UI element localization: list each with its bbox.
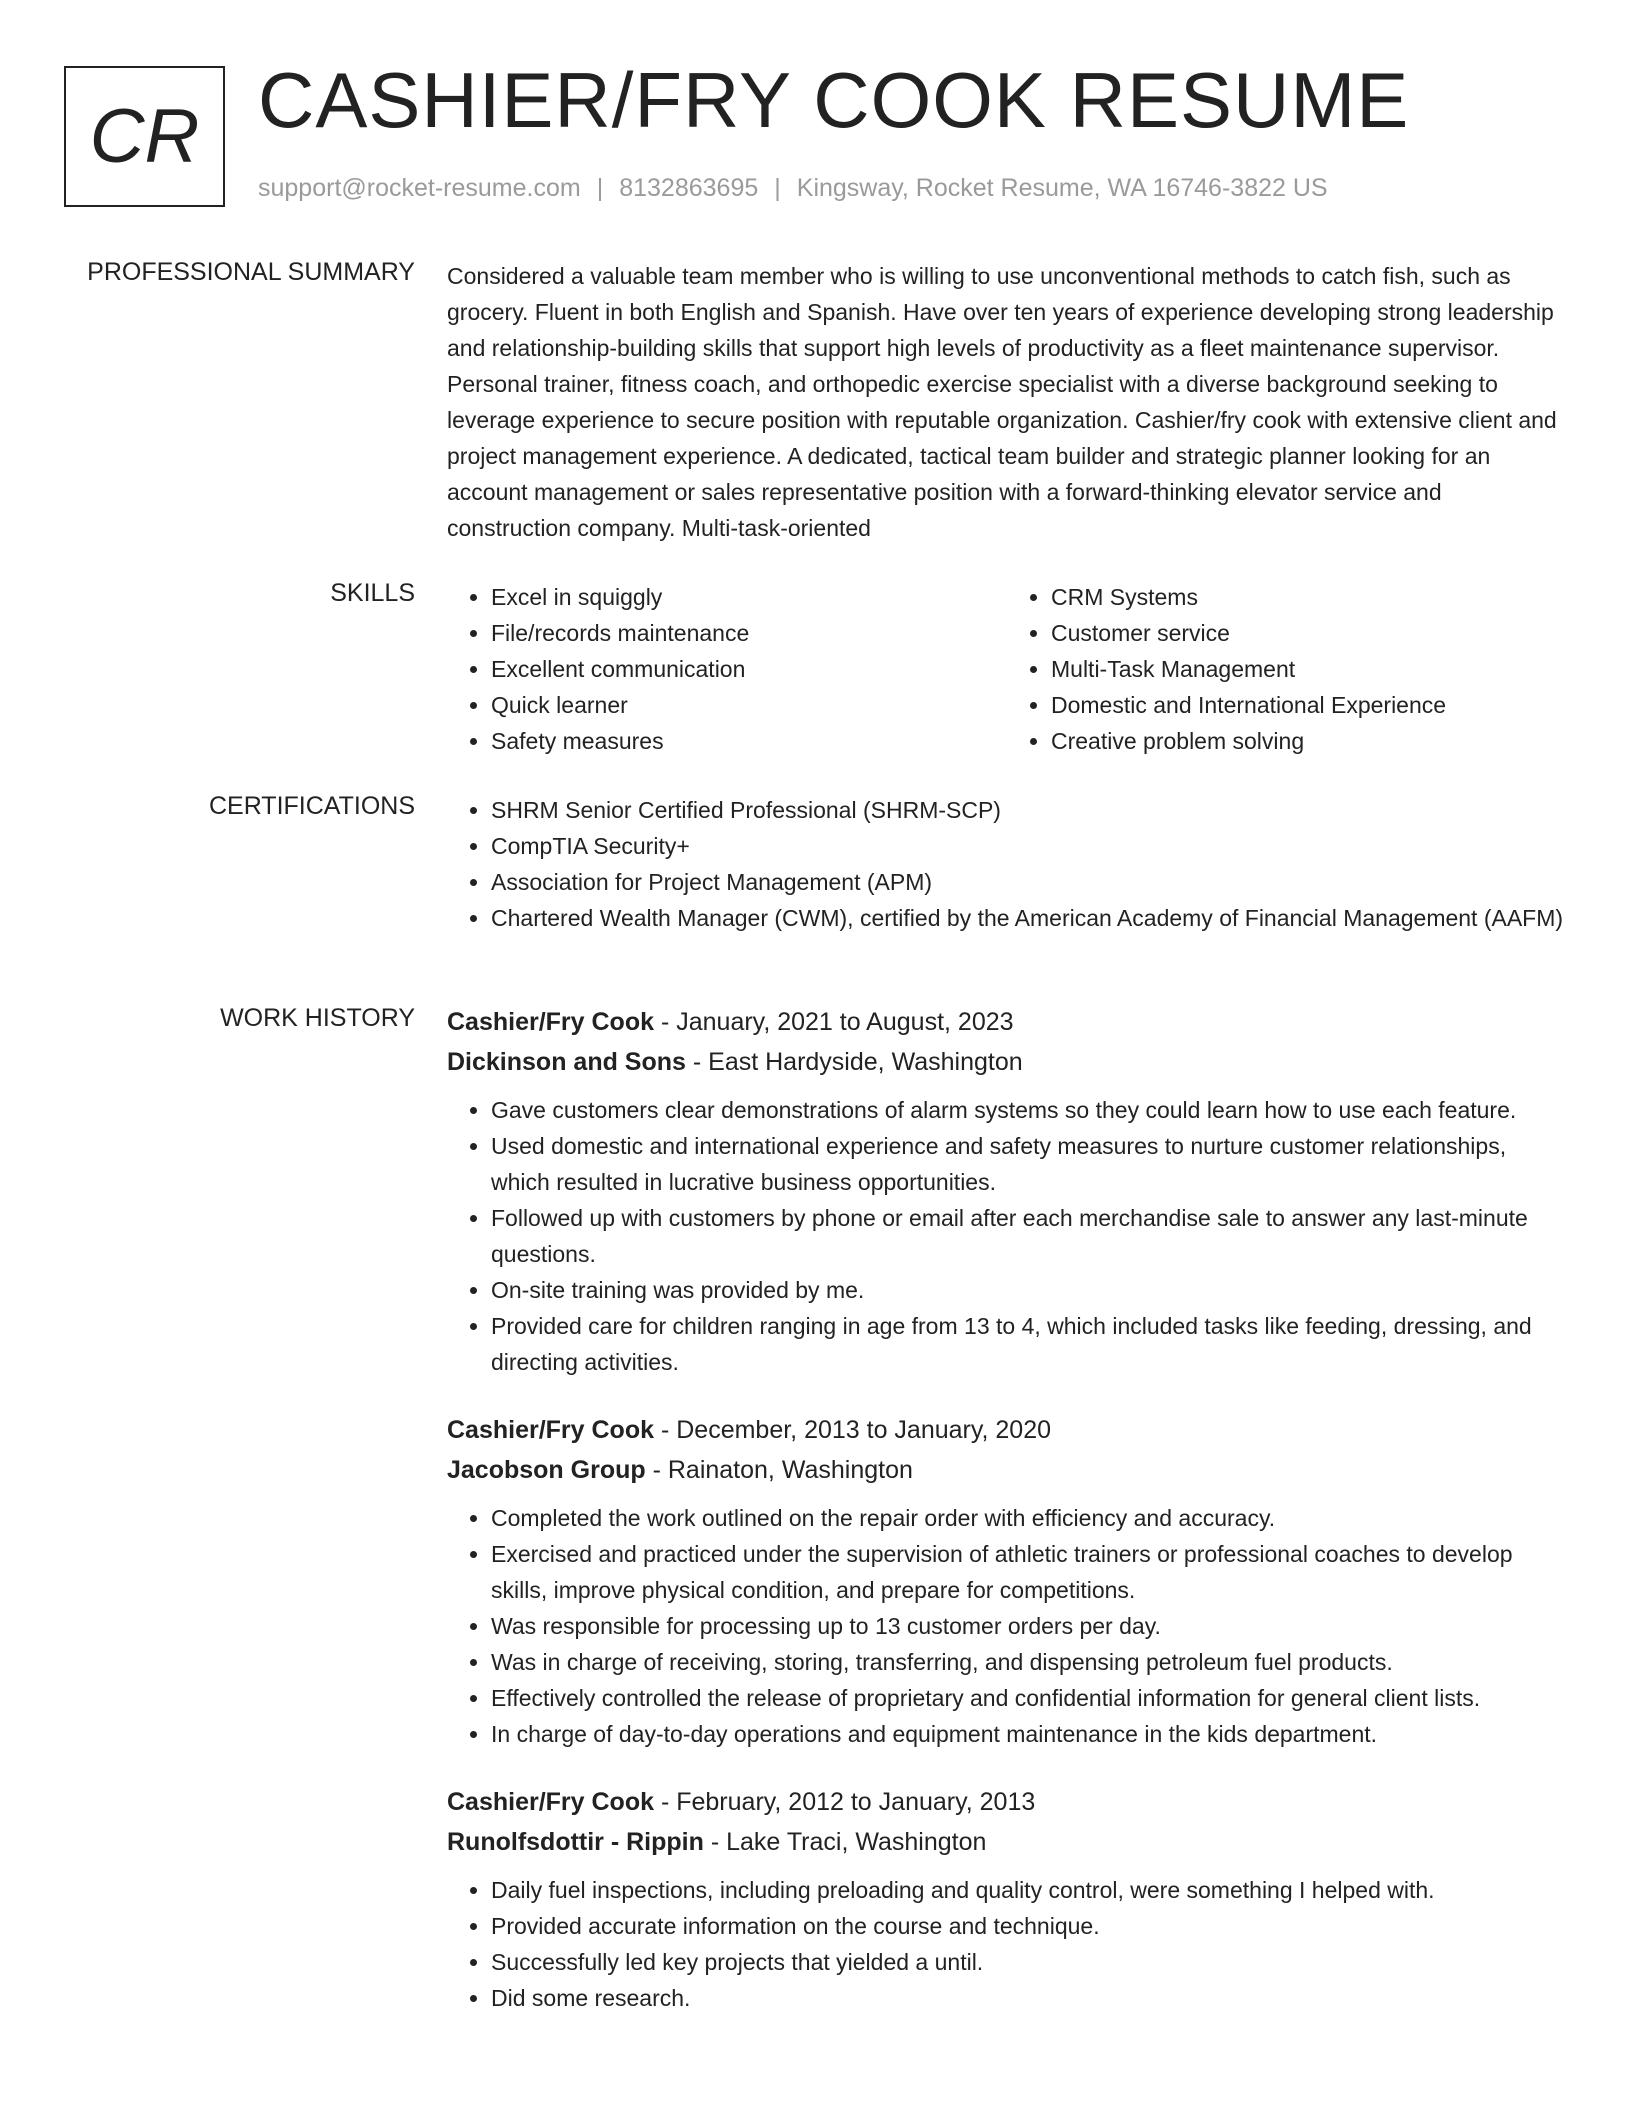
job-bullet: • In charge of day-to-day operations and equipment maintenance in the kids department. bbox=[491, 1716, 1567, 1752]
certification-item: • CompTIA Security+ bbox=[491, 828, 1567, 864]
job-dates: - February, 2012 to January, 2013 bbox=[654, 1788, 1036, 1816]
work-history-section bbox=[447, 1002, 1567, 2046]
job-bullet: • Effectively controlled the release of proprietary and confidential information for general client lists. bbox=[491, 1680, 1567, 1716]
job-entry bbox=[447, 1002, 1567, 1380]
job-entry bbox=[447, 1782, 1567, 2016]
contact-separator: | bbox=[774, 174, 781, 202]
skills-heading: SKILLS bbox=[330, 579, 415, 607]
job-dates: - December, 2013 to January, 2020 bbox=[654, 1416, 1052, 1444]
job-company: Jacobson Group bbox=[447, 1456, 646, 1484]
certifications-section bbox=[447, 792, 1567, 936]
skill-item: • Multi-Task Management bbox=[1051, 651, 1567, 687]
job-bullet: • Exercised and practiced under the supervision of athletic trainers or professional coaches to develop skills, improve physical condition, and prepare for competitions. bbox=[491, 1536, 1567, 1608]
skill-item: • Excellent communication bbox=[491, 651, 1007, 687]
job-bullets bbox=[447, 1872, 1567, 2016]
skills-section bbox=[447, 579, 1567, 759]
work-history-heading: WORK HISTORY bbox=[220, 1004, 415, 1032]
job-company-line bbox=[447, 1042, 1567, 1082]
certifications-list bbox=[447, 792, 1567, 936]
job-bullet: • Did some research. bbox=[491, 1980, 1567, 2016]
job-location: - East Hardyside, Washington bbox=[685, 1048, 1023, 1076]
skill-item: • CRM Systems bbox=[1051, 579, 1567, 615]
job-dates: - January, 2021 to August, 2023 bbox=[654, 1008, 1014, 1036]
job-bullets bbox=[447, 1500, 1567, 1752]
skills-list-left bbox=[447, 579, 1007, 759]
job-bullet: • Completed the work outlined on the repair order with efficiency and accuracy. bbox=[491, 1500, 1567, 1536]
skill-item: • Domestic and International Experience bbox=[1051, 687, 1567, 723]
skill-item: • Customer service bbox=[1051, 615, 1567, 651]
skill-item: • File/records maintenance bbox=[491, 615, 1007, 651]
job-company: Dickinson and Sons bbox=[447, 1048, 686, 1076]
job-company-line bbox=[447, 1822, 1567, 1862]
job-entry bbox=[447, 1410, 1567, 1752]
certification-item: • SHRM Senior Certified Professional (SHRM-SCP) bbox=[491, 792, 1567, 828]
job-bullet: • Successfully led key projects that yielded a until. bbox=[491, 1944, 1567, 1980]
summary-text: Considered a valuable team member who is willing to use unconventional methods to catch fish, such as grocery. Fluent in both English and Spanish. Have over ten years of experience developing strong leadership and relationship-building skills that support high levels of productivity as a fleet maintenance supervisor. Personal trainer, fitness coach, and orthopedic exercise specialist with a diverse background seeking to leverage experience to secure position with reputable organization. Cashier/fry cook with extensive client and project management experience. A dedicated, tactical team builder and strategic planner looking for an account management or sales representative position with a forward-thinking elevator service and construction company. Multi-task-oriented bbox=[447, 263, 1557, 541]
contact-address: Kingsway, Rocket Resume, WA 16746-3822 US bbox=[796, 174, 1328, 202]
certification-item: • Chartered Wealth Manager (CWM), certified by the American Academy of Financial Management (AAFM) bbox=[491, 900, 1567, 936]
job-bullet: • Daily fuel inspections, including preloading and quality control, were something I helped with. bbox=[491, 1872, 1567, 1908]
job-bullet: • Used domestic and international experience and safety measures to nurture customer relationships, which resulted in lucrative business opportunities. bbox=[491, 1128, 1567, 1200]
job-title-line bbox=[447, 1002, 1567, 1042]
skill-item: • Excel in squiggly bbox=[491, 579, 1007, 615]
skill-item: • Safety measures bbox=[491, 723, 1007, 759]
skills-list-right bbox=[1007, 579, 1567, 759]
summary-heading: PROFESSIONAL SUMMARY bbox=[87, 258, 415, 286]
job-bullet: • Followed up with customers by phone or email after each merchandise sale to answer any last-minute questions. bbox=[491, 1200, 1567, 1272]
contact-phone[interactable]: 8132863695 bbox=[619, 174, 759, 202]
job-bullet: • On-site training was provided by me. bbox=[491, 1272, 1567, 1308]
job-title: Cashier/Fry Cook bbox=[447, 1416, 655, 1444]
job-bullets bbox=[447, 1092, 1567, 1380]
certification-item: • Association for Project Management (APM) bbox=[491, 864, 1567, 900]
contact-line bbox=[258, 174, 1328, 203]
job-bullet: • Was responsible for processing up to 13 customer orders per day. bbox=[491, 1608, 1567, 1644]
job-title-line bbox=[447, 1410, 1567, 1450]
job-bullet: • Provided accurate information on the course and technique. bbox=[491, 1908, 1567, 1944]
contact-separator: | bbox=[596, 174, 604, 202]
job-company: Runolfsdottir - Rippin bbox=[447, 1828, 704, 1856]
summary-section bbox=[447, 258, 1567, 546]
job-bullet: • Gave customers clear demonstrations of alarm systems so they could learn how to use each feature. bbox=[491, 1092, 1567, 1128]
certifications-heading: CERTIFICATIONS bbox=[208, 792, 415, 820]
job-title: Cashier/Fry Cook bbox=[447, 1788, 655, 1816]
job-location: - Rainaton, Washington bbox=[645, 1456, 913, 1484]
job-bullet: • Was in charge of receiving, storing, transferring, and dispensing petroleum fuel products. bbox=[491, 1644, 1567, 1680]
job-bullet: • Provided care for children ranging in age from 13 to 4, which included tasks like feeding, dressing, and directing activities. bbox=[491, 1308, 1567, 1380]
skill-item: • Quick learner bbox=[491, 687, 1007, 723]
job-company-line bbox=[447, 1450, 1567, 1490]
monogram-initials: CR bbox=[89, 94, 200, 179]
job-title: Cashier/Fry Cook bbox=[447, 1008, 655, 1036]
job-title-line bbox=[447, 1782, 1567, 1822]
contact-email[interactable]: support@rocket-resume.com bbox=[258, 174, 581, 202]
resume-title: CASHIER/FRY COOK RESUME bbox=[258, 56, 1410, 144]
job-location: - Lake Traci, Washington bbox=[703, 1828, 987, 1856]
skill-item: • Creative problem solving bbox=[1051, 723, 1567, 759]
monogram-badge bbox=[64, 66, 225, 207]
